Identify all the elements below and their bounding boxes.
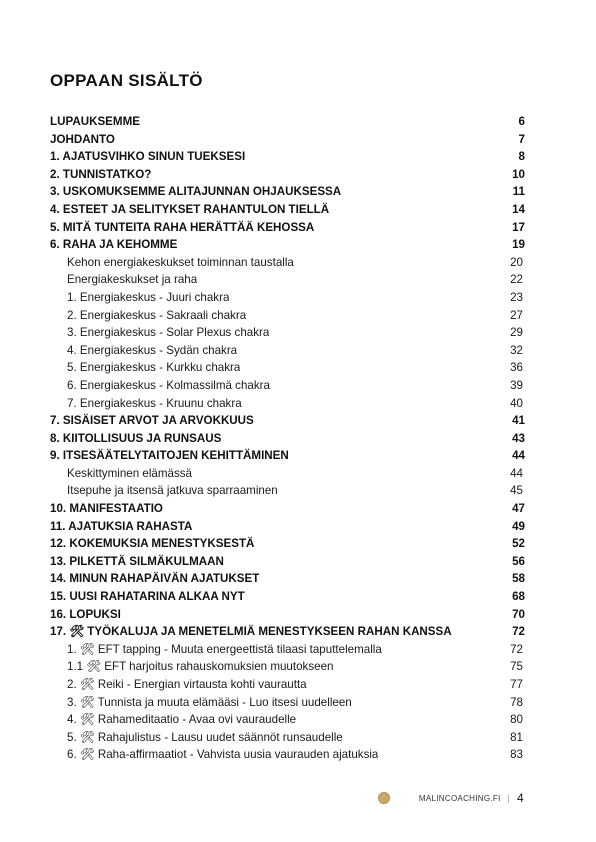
- toc-entry-page: 70: [512, 607, 525, 621]
- toc-entry-label: Itsepuhe ja itsensä jatkuva sparraaminen: [67, 484, 278, 498]
- toc-subentry[interactable]: [50, 658, 525, 676]
- toc-entry[interactable]: [50, 148, 525, 166]
- toc-entry-label: LUPAUKSEMME: [50, 115, 140, 128]
- toc-entry-label: 1.1 🛠 EFT harjoitus rahauskomuksien muutokseen: [67, 660, 334, 674]
- toc-entry[interactable]: [50, 131, 525, 149]
- toc-entry[interactable]: [50, 553, 525, 571]
- toc-subentry[interactable]: [50, 271, 525, 289]
- toc-subentry[interactable]: [50, 307, 525, 325]
- toc-entry-page: 68: [512, 590, 525, 604]
- toc-subentry[interactable]: [50, 746, 525, 764]
- toc-entry-page: 41: [512, 414, 525, 428]
- toc-entry-page: 81: [510, 730, 523, 744]
- toc-entry-label: 16. LOPUKSI: [50, 607, 121, 621]
- toc-subentry[interactable]: [50, 641, 525, 659]
- toc-entry[interactable]: [50, 588, 525, 606]
- toc-entry-page: 52: [512, 537, 525, 551]
- toc-entry[interactable]: [50, 412, 525, 430]
- toc-subentry[interactable]: [50, 254, 525, 272]
- toc-entry-label: 6. Energiakeskus - Kolmassilmä chakra: [67, 378, 270, 392]
- toc-entry-page: 78: [510, 695, 523, 709]
- toc-entry-label: 4. 🛠 Rahameditaatio - Avaa ovi vauraudelle: [67, 713, 297, 727]
- toc-subentry[interactable]: [50, 482, 525, 500]
- toc-entry-label: 6. RAHA JA KEHOMME: [50, 238, 178, 252]
- toc-entry-page: 49: [512, 519, 525, 533]
- toc-entry[interactable]: [50, 570, 525, 588]
- toc-entry-label: Energiakeskukset ja raha: [67, 273, 198, 287]
- toc-entry-page: 11: [512, 185, 525, 199]
- toc-entry-page: 10: [512, 167, 525, 181]
- toc-entry-page: 80: [510, 713, 523, 727]
- toc-entry-label: 9. ITSESÄÄTELYTAITOJEN KEHITTÄMINEN: [50, 449, 289, 463]
- table-of-contents: [50, 113, 525, 764]
- toc-subentry[interactable]: [50, 729, 525, 747]
- toc-entry-label: 11. AJATUKSIA RAHASTA: [50, 519, 193, 533]
- page-footer: [378, 791, 524, 805]
- toc-entry-page: 36: [510, 361, 523, 375]
- toc-entry-label: 8. KIITOLLISUUS JA RUNSAUS: [50, 431, 222, 445]
- toc-entry-page: 56: [512, 554, 525, 568]
- toc-entry-label: 3. Energiakeskus - Solar Plexus chakra: [67, 326, 270, 340]
- toc-entry[interactable]: [50, 201, 525, 219]
- toc-entry-label: 4. Energiakeskus - Sydän chakra: [67, 343, 238, 357]
- toc-entry-page: 29: [510, 326, 523, 340]
- brand-logo-icon: [378, 792, 390, 804]
- toc-entry-page: 77: [510, 678, 523, 691]
- toc-entry[interactable]: [50, 236, 525, 254]
- toc-entry-page: 6: [518, 115, 525, 128]
- toc-entry-page: 14: [512, 202, 525, 216]
- toc-entry-label: 7. SISÄISET ARVOT JA ARVOKKUUS: [50, 414, 254, 428]
- footer-site: MALINCOACHING.FI: [418, 793, 501, 803]
- toc-entry-label: 2. TUNNISTATKO?: [50, 167, 152, 181]
- toc-subentry[interactable]: [50, 694, 525, 712]
- toc-entry-page: 39: [510, 378, 523, 392]
- toc-entry[interactable]: [50, 500, 525, 518]
- footer-page-number: 4: [517, 791, 524, 805]
- toc-subentry[interactable]: [50, 289, 525, 307]
- toc-entry-page: 27: [510, 308, 523, 322]
- toc-entry-label: Kehon energiakeskukset toiminnan taustalla: [67, 255, 294, 269]
- toc-entry-page: 72: [510, 642, 523, 656]
- toc-entry-label: Keskittyminen elämässä: [67, 466, 193, 480]
- toc-entry-page: 44: [512, 449, 525, 463]
- toc-entry-label: 2. Energiakeskus - Sakraali chakra: [67, 308, 247, 322]
- toc-entry-page: 83: [510, 748, 523, 762]
- toc-subentry[interactable]: [50, 711, 525, 729]
- toc-entry-page: 19: [512, 238, 525, 252]
- toc-entry[interactable]: [50, 113, 525, 131]
- toc-entry-label: 14. MINUN RAHAPÄIVÄN AJATUKSET: [50, 572, 260, 586]
- toc-entry-label: 17. 🛠 TYÖKALUJA JA MENETELMIÄ MENESTYKSEEN RAHAN KANSSA: [50, 625, 452, 639]
- toc-entry-label: 10. MANIFESTAATIO: [50, 502, 163, 516]
- footer-separator: |: [507, 793, 511, 803]
- toc-entry-page: 23: [510, 290, 523, 304]
- toc-entry-page: 44: [510, 466, 523, 480]
- toc-subentry[interactable]: [50, 359, 525, 377]
- toc-subentry[interactable]: [50, 342, 525, 360]
- toc-entry-page: 7: [518, 132, 525, 146]
- toc-entry-page: 40: [510, 396, 523, 410]
- toc-subentry[interactable]: [50, 676, 525, 694]
- toc-subentry[interactable]: [50, 465, 525, 483]
- toc-entry-page: 72: [512, 625, 525, 639]
- toc-entry[interactable]: [50, 518, 525, 536]
- toc-entry[interactable]: [50, 166, 525, 184]
- toc-entry[interactable]: [50, 623, 525, 641]
- toc-entry-label: 3. 🛠 Tunnista ja muuta elämääsi - Luo itsesi uudelleen: [67, 695, 352, 709]
- toc-entry-label: 1. 🛠 EFT tapping - Muuta energeettistä tilaasi taputtelemalla: [67, 642, 382, 656]
- toc-entry-page: 32: [510, 343, 523, 357]
- toc-entry-label: 15. UUSI RAHATARINA ALKAA NYT: [50, 590, 245, 604]
- toc-entry-page: 20: [510, 255, 523, 269]
- toc-entry-label: 1. Energiakeskus - Juuri chakra: [67, 290, 230, 304]
- toc-entry-label: 1. AJATUSVIHKO SINUN TUEKSESI: [50, 150, 246, 164]
- toc-entry[interactable]: [50, 606, 525, 624]
- toc-entry-page: 45: [510, 484, 523, 498]
- toc-entry-page: 22: [510, 273, 523, 287]
- toc-entry-label: 5. Energiakeskus - Kurkku chakra: [67, 361, 241, 375]
- toc-entry[interactable]: [50, 535, 525, 553]
- toc-entry-label: 2. 🛠 Reiki - Energian virtausta kohti vaurautta: [67, 678, 307, 691]
- toc-entry-label: 12. KOKEMUKSIA MENESTYKSESTÄ: [50, 537, 255, 551]
- toc-entry-label: 13. PILKETTÄ SILMÄKULMAAN: [50, 554, 224, 568]
- toc-entry-label: 5. 🛠 Rahajulistus - Lausu uudet säännöt runsaudelle: [67, 730, 343, 744]
- toc-entry-page: 47: [512, 502, 525, 516]
- toc-subentry[interactable]: [50, 324, 525, 342]
- toc-entry-label: 5. MITÄ TUNTEITA RAHA HERÄTTÄÄ KEHOSSA: [50, 220, 315, 234]
- toc-entry-page: 8: [518, 150, 525, 164]
- toc-subentry[interactable]: [50, 377, 525, 395]
- toc-entry-label: JOHDANTO: [50, 132, 115, 146]
- toc-entry-label: 7. Energiakeskus - Kruunu chakra: [67, 396, 242, 410]
- toc-entry-label: 6. 🛠 Raha-affirmaatiot - Vahvista uusia vaurauden ajatuksia: [67, 748, 379, 762]
- toc-entry[interactable]: [50, 447, 525, 465]
- toc-entry-page: 58: [512, 572, 525, 586]
- page-title: OPPAAN SISÄLTÖ: [50, 71, 203, 90]
- toc-entry[interactable]: [50, 219, 525, 237]
- toc-entry-label: 3. USKOMUKSEMME ALITAJUNNAN OHJAUKSESSA: [50, 185, 342, 199]
- toc-entry-page: 75: [510, 660, 523, 674]
- toc-entry[interactable]: [50, 183, 525, 201]
- toc-entry-page: 17: [512, 220, 525, 234]
- toc-entry[interactable]: [50, 430, 525, 448]
- toc-entry-label: 4. ESTEET JA SELITYKSET RAHANTULON TIELLÄ: [50, 202, 330, 216]
- toc-entry-page: 43: [512, 431, 525, 445]
- toc-subentry[interactable]: [50, 395, 525, 413]
